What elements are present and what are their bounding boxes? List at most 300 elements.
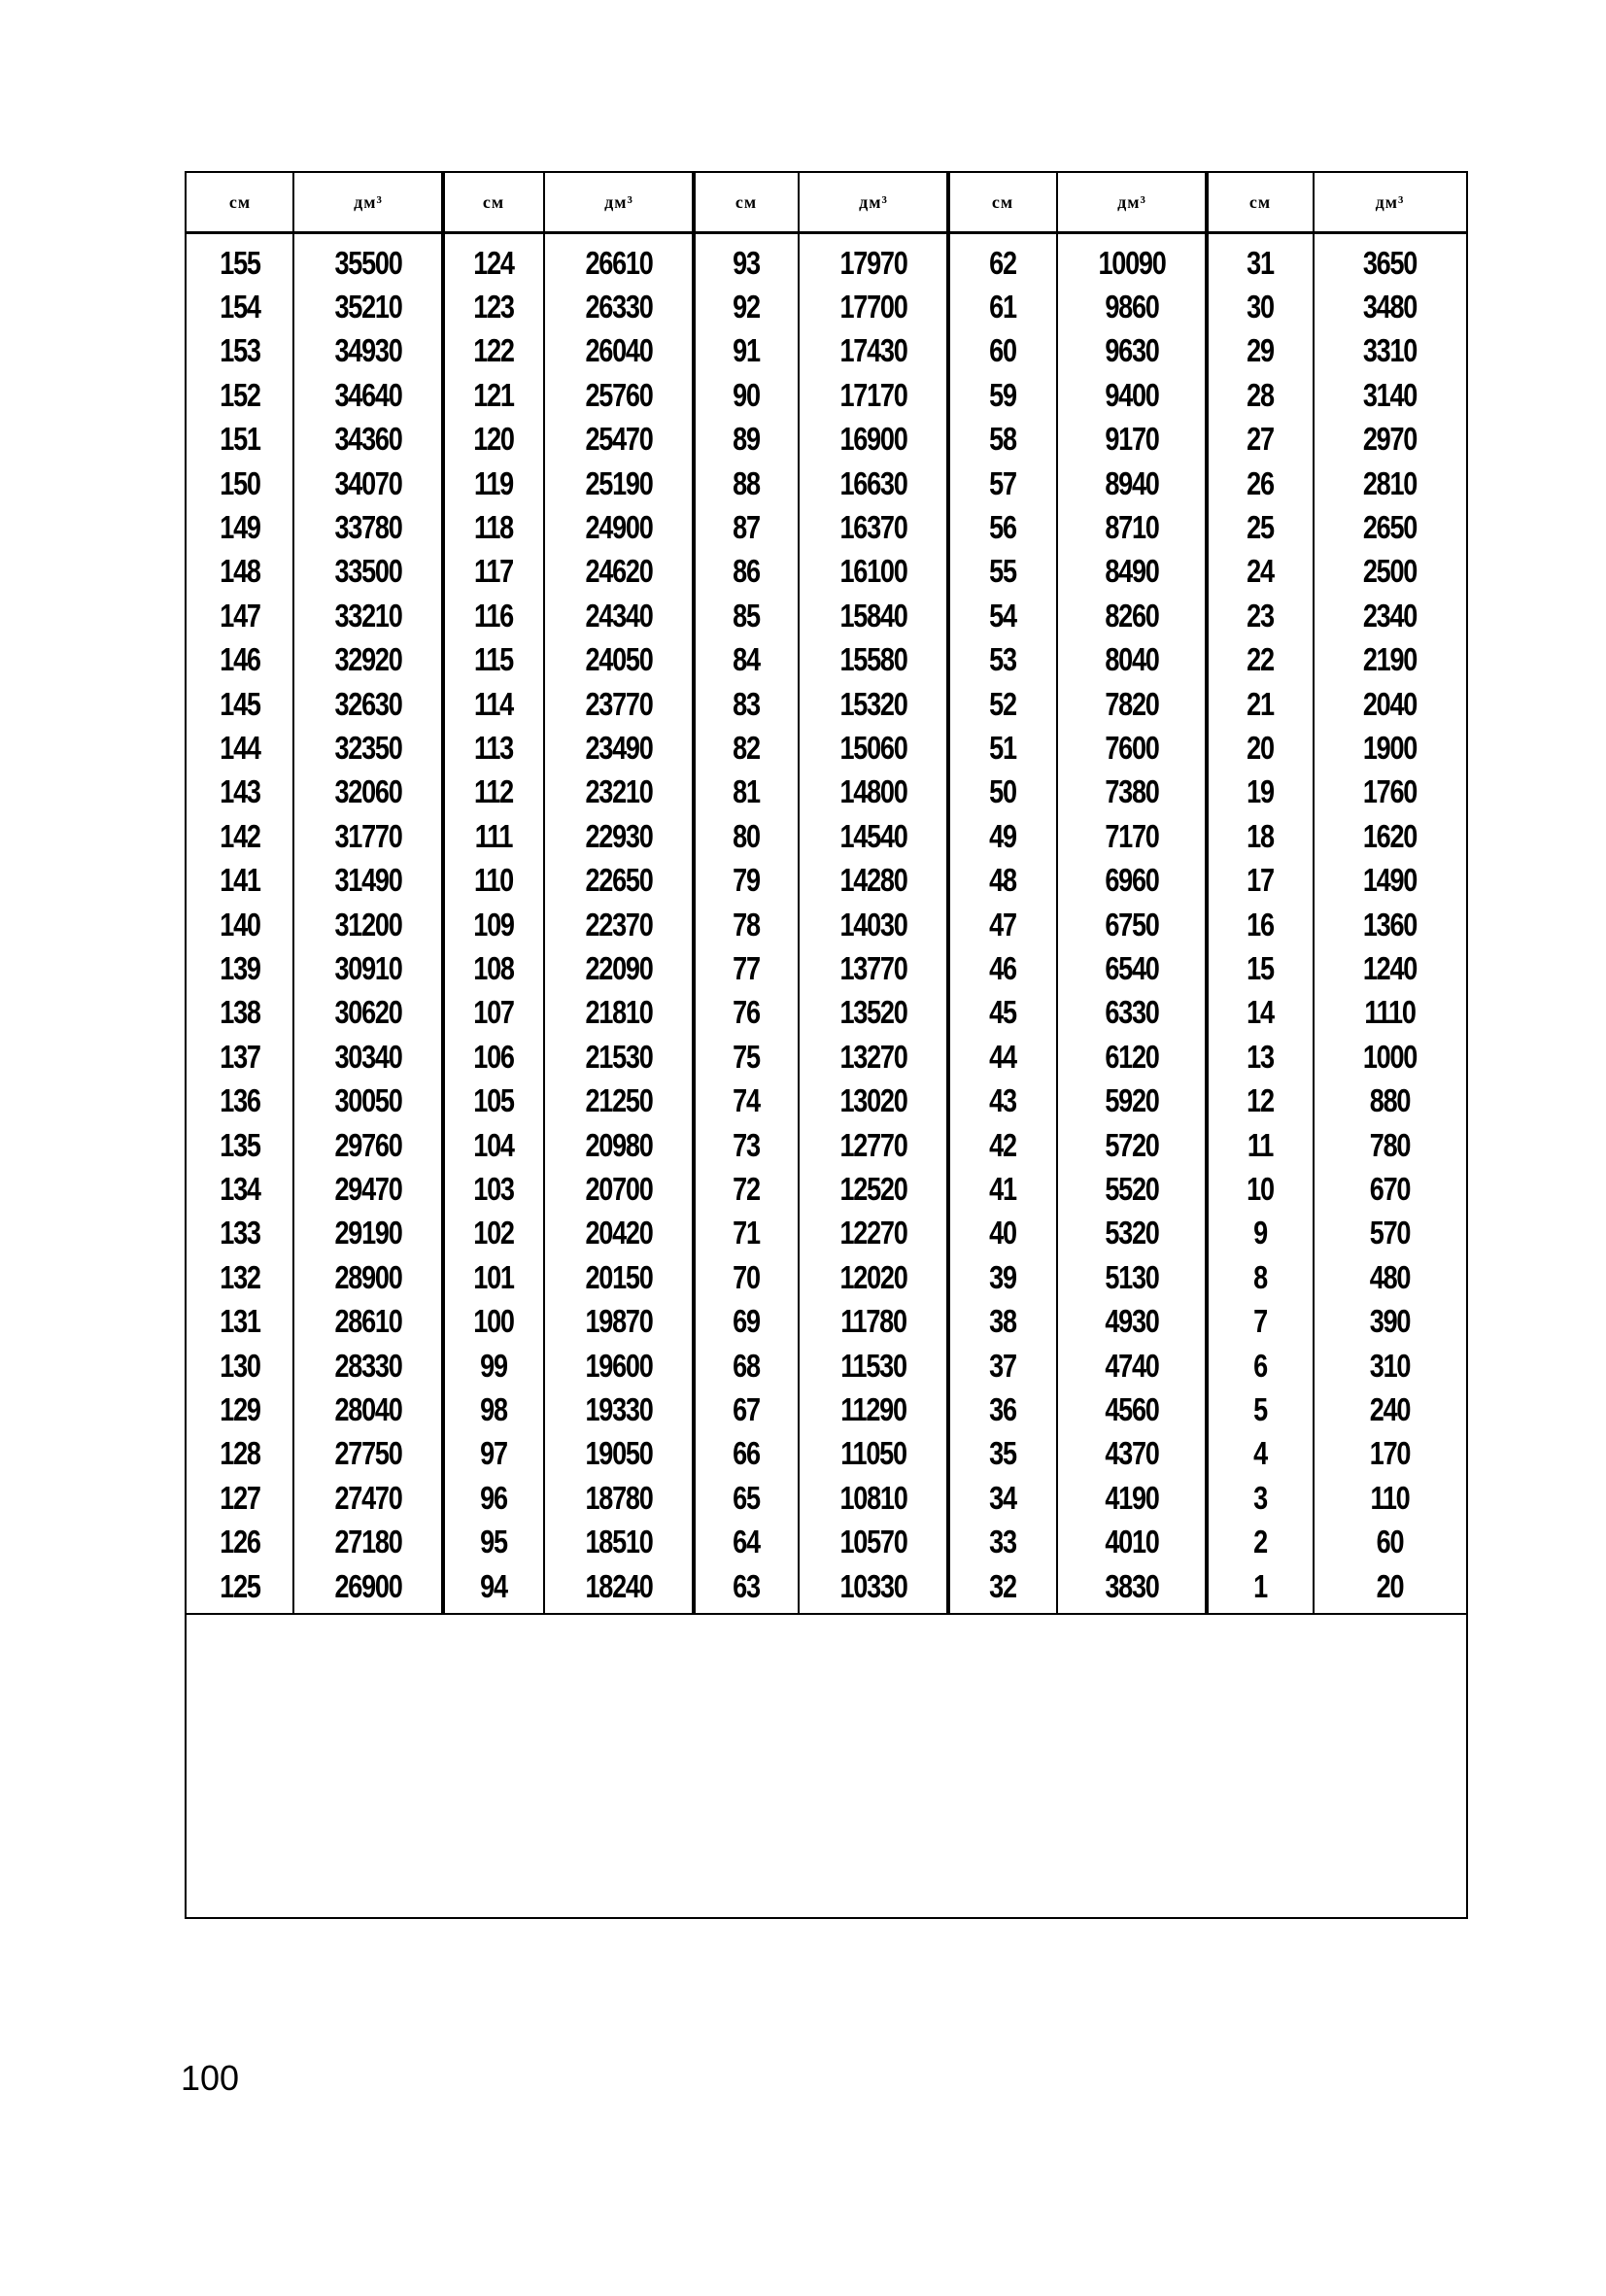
cell-cm: 135 <box>220 1126 260 1163</box>
cell-dm3: 27750 <box>334 1435 402 1472</box>
cell-dm3: 2190 <box>1362 641 1418 678</box>
cell-dm3: 480 <box>1369 1258 1411 1295</box>
cell-dm3: 8940 <box>1105 464 1159 501</box>
cell-dm3: 19870 <box>585 1303 653 1340</box>
cell-dm3: 18240 <box>585 1567 653 1604</box>
cell-cm: 28 <box>1247 376 1274 413</box>
cell-dm3: 26330 <box>585 288 653 325</box>
cell-dm3: 2500 <box>1362 553 1418 590</box>
cell-cm: 17 <box>1247 862 1274 899</box>
cell-cm: 137 <box>220 1038 260 1075</box>
cell-dm3: 4560 <box>1105 1390 1159 1427</box>
cell-dm3: 170 <box>1369 1435 1411 1472</box>
cell-cm: 154 <box>220 288 260 325</box>
cell-dm3: 14540 <box>839 817 907 854</box>
cell-dm3: 670 <box>1369 1170 1411 1207</box>
cell-cm: 116 <box>474 597 513 634</box>
cell-cm: 78 <box>733 906 760 942</box>
cell-cm: 38 <box>989 1303 1016 1340</box>
cell-dm3: 4190 <box>1105 1479 1159 1516</box>
cell-dm3: 15060 <box>839 729 907 766</box>
cell-dm3: 1760 <box>1362 773 1418 810</box>
column-divider <box>1056 173 1058 1613</box>
cell-dm3: 60 <box>1376 1524 1404 1560</box>
cell-cm: 143 <box>220 773 260 810</box>
cell-cm: 97 <box>480 1435 507 1472</box>
cell-dm3: 11290 <box>840 1390 906 1427</box>
group-divider <box>1205 173 1209 1613</box>
cell-dm3: 5320 <box>1105 1215 1159 1251</box>
cell-dm3: 9630 <box>1105 332 1159 369</box>
cell-cm: 20 <box>1247 729 1274 766</box>
cell-cm: 47 <box>989 906 1016 942</box>
cell-cm: 117 <box>474 553 513 590</box>
cell-cm: 25 <box>1247 508 1274 545</box>
cell-dm3: 20980 <box>585 1126 653 1163</box>
blank-table-footer-area <box>187 1613 1466 1919</box>
cell-cm: 37 <box>989 1347 1016 1384</box>
cell-dm3: 31770 <box>334 817 402 854</box>
cell-cm: 132 <box>220 1258 260 1295</box>
header-dm3: дм³ <box>1117 191 1146 212</box>
cell-cm: 140 <box>220 906 260 942</box>
cell-cm: 77 <box>733 949 760 986</box>
cell-dm3: 17700 <box>839 288 907 325</box>
table-header-row <box>187 173 1466 234</box>
cell-cm: 66 <box>733 1435 760 1472</box>
cell-dm3: 25760 <box>585 376 653 413</box>
cell-cm: 50 <box>989 773 1016 810</box>
cell-cm: 3 <box>1253 1479 1267 1516</box>
cell-dm3: 30340 <box>334 1038 402 1075</box>
cell-dm3: 13770 <box>839 949 907 986</box>
cell-dm3: 9400 <box>1105 376 1159 413</box>
cell-dm3: 33500 <box>334 553 402 590</box>
cell-cm: 9 <box>1253 1215 1267 1251</box>
cell-dm3: 8260 <box>1105 597 1159 634</box>
cell-dm3: 16900 <box>839 421 907 458</box>
cell-dm3: 22370 <box>585 906 653 942</box>
cell-dm3: 23210 <box>585 773 653 810</box>
cell-cm: 16 <box>1247 906 1274 942</box>
cell-cm: 1 <box>1253 1567 1267 1604</box>
cell-dm3: 5520 <box>1105 1170 1159 1207</box>
cell-cm: 130 <box>220 1347 260 1384</box>
cell-dm3: 16100 <box>839 553 907 590</box>
cell-cm: 123 <box>473 288 514 325</box>
cell-dm3: 880 <box>1369 1082 1411 1119</box>
cell-dm3: 3650 <box>1362 244 1418 281</box>
cell-cm: 147 <box>220 597 260 634</box>
cell-cm: 39 <box>989 1258 1016 1295</box>
cell-cm: 51 <box>989 729 1016 766</box>
cell-dm3: 14280 <box>839 862 907 899</box>
cell-cm: 108 <box>473 949 514 986</box>
cell-cm: 131 <box>220 1303 260 1340</box>
cell-cm: 100 <box>473 1303 514 1340</box>
cell-dm3: 3480 <box>1362 288 1418 325</box>
cell-dm3: 6330 <box>1105 994 1159 1031</box>
cell-dm3: 570 <box>1369 1215 1411 1251</box>
cell-cm: 71 <box>733 1215 760 1251</box>
header-dm3: дм³ <box>604 191 633 212</box>
cell-cm: 120 <box>473 421 514 458</box>
cell-dm3: 13520 <box>839 994 907 1031</box>
cell-cm: 153 <box>220 332 260 369</box>
cell-cm: 105 <box>473 1082 514 1119</box>
cell-cm: 87 <box>733 508 760 545</box>
cell-cm: 7 <box>1253 1303 1267 1340</box>
cell-dm3: 21810 <box>585 994 653 1031</box>
cell-cm: 155 <box>220 244 260 281</box>
cell-cm: 22 <box>1247 641 1274 678</box>
cell-cm: 109 <box>473 906 514 942</box>
cell-cm: 5 <box>1253 1390 1267 1427</box>
cell-cm: 46 <box>989 949 1016 986</box>
cell-dm3: 310 <box>1369 1347 1411 1384</box>
cell-dm3: 30620 <box>334 994 402 1031</box>
cell-cm: 59 <box>989 376 1016 413</box>
cell-cm: 74 <box>733 1082 760 1119</box>
cell-cm: 6 <box>1253 1347 1267 1384</box>
volume-table <box>185 171 1468 1919</box>
cell-dm3: 5720 <box>1105 1126 1159 1163</box>
cell-dm3: 13020 <box>839 1082 907 1119</box>
cell-dm3: 23770 <box>585 685 653 722</box>
cell-cm: 31 <box>1247 244 1274 281</box>
cell-cm: 23 <box>1247 597 1274 634</box>
cell-cm: 83 <box>733 685 760 722</box>
header-cm: см <box>735 191 758 212</box>
cell-cm: 8 <box>1253 1258 1267 1295</box>
cell-dm3: 4010 <box>1105 1524 1159 1560</box>
cell-dm3: 10330 <box>839 1567 907 1604</box>
cell-cm: 57 <box>989 464 1016 501</box>
cell-cm: 82 <box>733 729 760 766</box>
cell-dm3: 6960 <box>1105 862 1159 899</box>
header-dm3: дм³ <box>859 191 888 212</box>
cell-cm: 24 <box>1247 553 1274 590</box>
group-divider <box>692 173 696 1613</box>
cell-cm: 91 <box>733 332 760 369</box>
cell-dm3: 1620 <box>1362 817 1418 854</box>
cell-dm3: 10570 <box>839 1524 907 1560</box>
cell-cm: 110 <box>474 862 513 899</box>
cell-dm3: 33780 <box>334 508 402 545</box>
cell-dm3: 2810 <box>1362 464 1418 501</box>
cell-dm3: 34640 <box>334 376 402 413</box>
cell-cm: 58 <box>989 421 1016 458</box>
cell-cm: 79 <box>733 862 760 899</box>
cell-dm3: 30910 <box>334 949 402 986</box>
cell-dm3: 1900 <box>1362 729 1418 766</box>
cell-cm: 73 <box>733 1126 760 1163</box>
cell-cm: 114 <box>474 685 513 722</box>
cell-dm3: 1360 <box>1362 906 1418 942</box>
cell-dm3: 5920 <box>1105 1082 1159 1119</box>
cell-dm3: 23490 <box>585 729 653 766</box>
cell-cm: 94 <box>480 1567 507 1604</box>
cell-dm3: 12520 <box>839 1170 907 1207</box>
cell-cm: 127 <box>220 1479 260 1516</box>
cell-dm3: 20700 <box>585 1170 653 1207</box>
header-cm: см <box>991 191 1014 212</box>
cell-cm: 122 <box>473 332 514 369</box>
cell-dm3: 110 <box>1370 1479 1410 1516</box>
page-number: 100 <box>181 2058 240 2098</box>
cell-dm3: 24340 <box>585 597 653 634</box>
cell-cm: 112 <box>474 773 513 810</box>
cell-cm: 63 <box>733 1567 760 1604</box>
cell-cm: 65 <box>733 1479 760 1516</box>
cell-cm: 118 <box>474 508 513 545</box>
cell-cm: 104 <box>473 1126 514 1163</box>
cell-cm: 152 <box>220 376 260 413</box>
cell-dm3: 14800 <box>839 773 907 810</box>
cell-cm: 102 <box>473 1215 514 1251</box>
cell-dm3: 27180 <box>334 1524 402 1560</box>
cell-dm3: 32630 <box>334 685 402 722</box>
header-dm3: дм³ <box>1375 191 1405 212</box>
cell-dm3: 11530 <box>840 1347 906 1384</box>
cell-cm: 89 <box>733 421 760 458</box>
cell-dm3: 8490 <box>1105 553 1159 590</box>
cell-cm: 99 <box>480 1347 507 1384</box>
cell-dm3: 18510 <box>585 1524 653 1560</box>
cell-cm: 42 <box>989 1126 1016 1163</box>
cell-cm: 27 <box>1247 421 1274 458</box>
cell-cm: 144 <box>220 729 260 766</box>
cell-cm: 121 <box>473 376 514 413</box>
cell-cm: 142 <box>220 817 260 854</box>
cell-dm3: 25470 <box>585 421 653 458</box>
cell-dm3: 3830 <box>1105 1567 1159 1604</box>
cell-cm: 43 <box>989 1082 1016 1119</box>
cell-cm: 90 <box>733 376 760 413</box>
cell-dm3: 6540 <box>1105 949 1159 986</box>
cell-dm3: 32920 <box>334 641 402 678</box>
cell-cm: 129 <box>220 1390 260 1427</box>
cell-dm3: 12770 <box>839 1126 907 1163</box>
cell-dm3: 16630 <box>839 464 907 501</box>
cell-cm: 138 <box>220 994 260 1031</box>
cell-dm3: 7380 <box>1105 773 1159 810</box>
cell-dm3: 16370 <box>839 508 907 545</box>
group-divider <box>946 173 950 1613</box>
cell-dm3: 6750 <box>1105 906 1159 942</box>
cell-dm3: 18780 <box>585 1479 653 1516</box>
cell-dm3: 4370 <box>1105 1435 1159 1472</box>
cell-cm: 41 <box>989 1170 1016 1207</box>
cell-cm: 86 <box>733 553 760 590</box>
cell-dm3: 29470 <box>334 1170 402 1207</box>
cell-dm3: 12270 <box>839 1215 907 1251</box>
cell-cm: 52 <box>989 685 1016 722</box>
cell-cm: 61 <box>989 288 1016 325</box>
cell-dm3: 10090 <box>1098 244 1166 281</box>
cell-dm3: 35210 <box>334 288 402 325</box>
cell-cm: 64 <box>733 1524 760 1560</box>
cell-cm: 48 <box>989 862 1016 899</box>
cell-dm3: 19330 <box>585 1390 653 1427</box>
cell-cm: 54 <box>989 597 1016 634</box>
cell-dm3: 9170 <box>1105 421 1159 458</box>
cell-cm: 67 <box>733 1390 760 1427</box>
cell-cm: 95 <box>480 1524 507 1560</box>
cell-cm: 124 <box>473 244 514 281</box>
cell-dm3: 33210 <box>334 597 402 634</box>
column-divider <box>543 173 545 1613</box>
cell-cm: 96 <box>480 1479 507 1516</box>
cell-dm3: 240 <box>1369 1390 1411 1427</box>
cell-cm: 148 <box>220 553 260 590</box>
cell-cm: 111 <box>474 817 513 854</box>
cell-dm3: 27470 <box>334 1479 402 1516</box>
cell-cm: 35 <box>989 1435 1016 1472</box>
cell-dm3: 8710 <box>1105 508 1159 545</box>
cell-cm: 11 <box>1247 1126 1274 1163</box>
cell-cm: 134 <box>220 1170 260 1207</box>
cell-cm: 55 <box>989 553 1016 590</box>
cell-cm: 88 <box>733 464 760 501</box>
cell-dm3: 13270 <box>839 1038 907 1075</box>
cell-cm: 151 <box>220 421 260 458</box>
cell-dm3: 11050 <box>840 1435 906 1472</box>
cell-dm3: 780 <box>1369 1126 1411 1163</box>
cell-cm: 106 <box>473 1038 514 1075</box>
cell-cm: 30 <box>1247 288 1274 325</box>
cell-cm: 101 <box>473 1258 514 1295</box>
cell-dm3: 22650 <box>585 862 653 899</box>
cell-dm3: 15320 <box>839 685 907 722</box>
cell-dm3: 8040 <box>1105 641 1159 678</box>
cell-dm3: 22930 <box>585 817 653 854</box>
header-dm3: дм³ <box>354 191 383 212</box>
cell-cm: 81 <box>733 773 760 810</box>
cell-dm3: 2340 <box>1362 597 1418 634</box>
cell-cm: 119 <box>474 464 513 501</box>
header-cm: см <box>482 191 505 212</box>
cell-cm: 115 <box>474 641 513 678</box>
cell-cm: 53 <box>989 641 1016 678</box>
cell-dm3: 20420 <box>585 1215 653 1251</box>
cell-cm: 13 <box>1247 1038 1274 1075</box>
cell-cm: 19 <box>1247 773 1274 810</box>
cell-dm3: 7170 <box>1105 817 1159 854</box>
cell-dm3: 31200 <box>334 906 402 942</box>
cell-cm: 146 <box>220 641 260 678</box>
cell-dm3: 14030 <box>839 906 907 942</box>
cell-cm: 93 <box>733 244 760 281</box>
column-divider <box>798 173 800 1613</box>
cell-cm: 15 <box>1247 949 1274 986</box>
cell-dm3: 34070 <box>334 464 402 501</box>
cell-dm3: 17170 <box>839 376 907 413</box>
cell-cm: 21 <box>1247 685 1274 722</box>
cell-dm3: 5130 <box>1105 1258 1159 1295</box>
cell-dm3: 10810 <box>839 1479 907 1516</box>
cell-cm: 149 <box>220 508 260 545</box>
cell-dm3: 6120 <box>1105 1038 1159 1075</box>
cell-dm3: 29760 <box>334 1126 402 1163</box>
column-divider <box>1313 173 1315 1613</box>
cell-cm: 84 <box>733 641 760 678</box>
cell-dm3: 1000 <box>1362 1038 1418 1075</box>
cell-cm: 80 <box>733 817 760 854</box>
cell-cm: 128 <box>220 1435 260 1472</box>
cell-cm: 150 <box>220 464 260 501</box>
cell-cm: 139 <box>220 949 260 986</box>
cell-dm3: 21530 <box>585 1038 653 1075</box>
cell-cm: 92 <box>733 288 760 325</box>
cell-cm: 4 <box>1253 1435 1267 1472</box>
cell-cm: 49 <box>989 817 1016 854</box>
cell-dm3: 11780 <box>840 1303 906 1340</box>
cell-cm: 56 <box>989 508 1016 545</box>
cell-cm: 18 <box>1247 817 1274 854</box>
cell-dm3: 17430 <box>839 332 907 369</box>
cell-cm: 75 <box>733 1038 760 1075</box>
cell-dm3: 28610 <box>334 1303 402 1340</box>
cell-cm: 133 <box>220 1215 260 1251</box>
cell-dm3: 15580 <box>839 641 907 678</box>
cell-dm3: 9860 <box>1105 288 1159 325</box>
header-cm: см <box>228 191 252 212</box>
cell-dm3: 32350 <box>334 729 402 766</box>
cell-dm3: 1490 <box>1362 862 1418 899</box>
cell-dm3: 28040 <box>334 1390 402 1427</box>
cell-dm3: 34930 <box>334 332 402 369</box>
cell-dm3: 32060 <box>334 773 402 810</box>
cell-cm: 125 <box>220 1567 260 1604</box>
cell-dm3: 1110 <box>1364 994 1416 1031</box>
cell-cm: 70 <box>733 1258 760 1295</box>
cell-cm: 107 <box>473 994 514 1031</box>
cell-dm3: 1240 <box>1362 949 1418 986</box>
cell-dm3: 24620 <box>585 553 653 590</box>
cell-dm3: 2650 <box>1362 508 1418 545</box>
cell-cm: 40 <box>989 1215 1016 1251</box>
cell-dm3: 19050 <box>585 1435 653 1472</box>
cell-cm: 136 <box>220 1082 260 1119</box>
cell-cm: 69 <box>733 1303 760 1340</box>
cell-dm3: 7820 <box>1105 685 1159 722</box>
cell-dm3: 34360 <box>334 421 402 458</box>
cell-cm: 60 <box>989 332 1016 369</box>
cell-dm3: 17970 <box>839 244 907 281</box>
cell-cm: 14 <box>1247 994 1274 1031</box>
cell-cm: 44 <box>989 1038 1016 1075</box>
cell-dm3: 31490 <box>334 862 402 899</box>
cell-cm: 32 <box>989 1567 1016 1604</box>
cell-cm: 45 <box>989 994 1016 1031</box>
cell-cm: 98 <box>480 1390 507 1427</box>
cell-cm: 126 <box>220 1524 260 1560</box>
cell-cm: 2 <box>1253 1524 1267 1560</box>
cell-cm: 26 <box>1247 464 1274 501</box>
cell-dm3: 35500 <box>334 244 402 281</box>
cell-cm: 29 <box>1247 332 1274 369</box>
cell-dm3: 28900 <box>334 1258 402 1295</box>
cell-dm3: 19600 <box>585 1347 653 1384</box>
cell-dm3: 4740 <box>1105 1347 1159 1384</box>
cell-cm: 36 <box>989 1390 1016 1427</box>
cell-dm3: 25190 <box>585 464 653 501</box>
cell-dm3: 26610 <box>585 244 653 281</box>
cell-dm3: 26900 <box>334 1567 402 1604</box>
cell-dm3: 12020 <box>839 1258 907 1295</box>
cell-cm: 103 <box>473 1170 514 1207</box>
